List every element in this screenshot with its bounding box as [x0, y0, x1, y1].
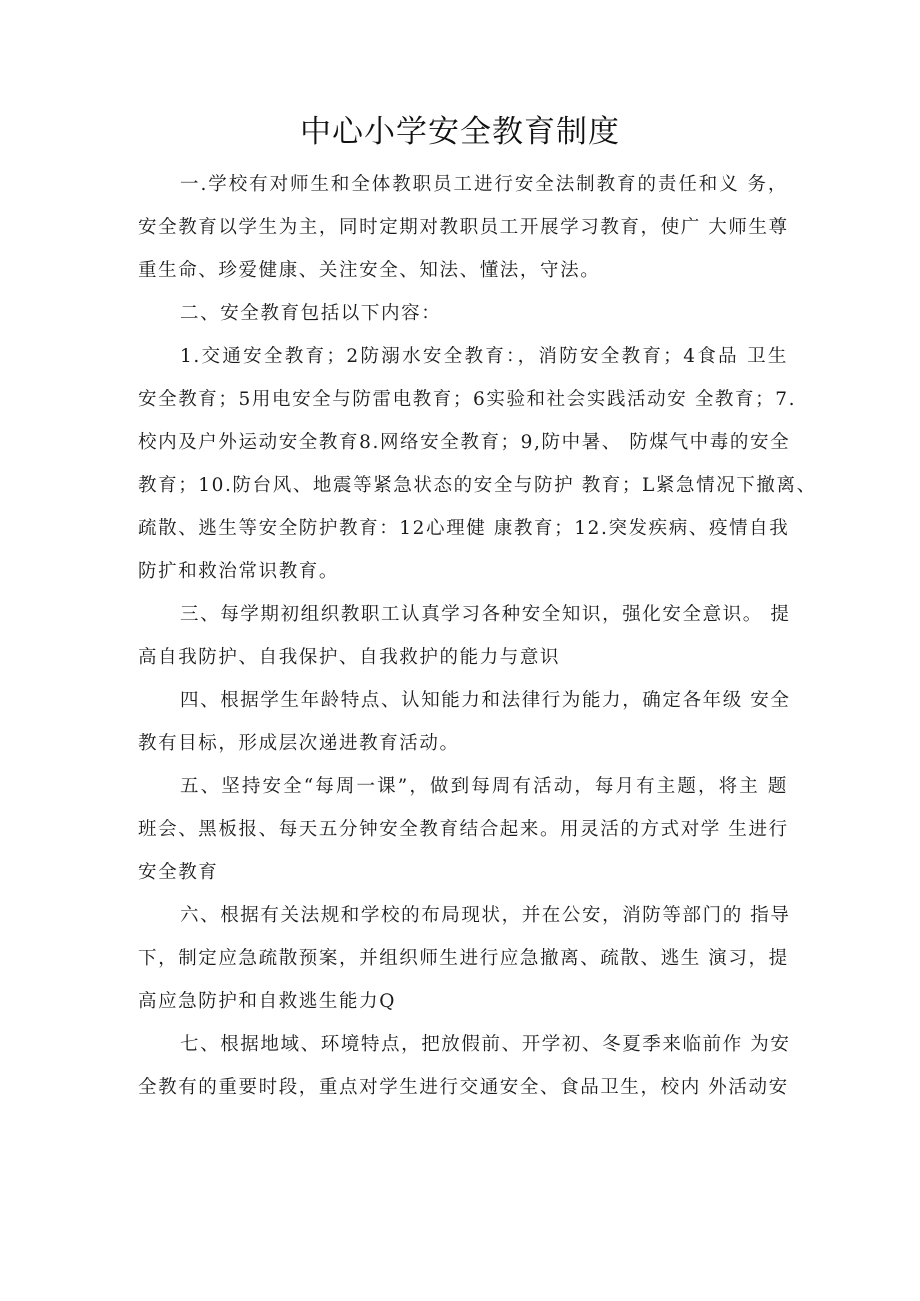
paragraph-line: 1.交通安全教育；2防溺水安全教育：，消防安全教育；4食品 卫生 — [180, 346, 788, 367]
paragraph-line: 六、根据有关法规和学校的布局现状，并在公安，消防等部门的 指导 — [180, 905, 791, 926]
paragraph-line: 教有目标，形成层次递进教育活动。 — [138, 733, 460, 754]
document-title: 中心小学安全教育制度 — [300, 114, 620, 150]
paragraph-line: 七、根据地域、环境特点，把放假前、开学初、冬夏季来临前作 为安 — [180, 1034, 791, 1055]
paragraph-line: 疏散、逃生等安全防护教育：12心理健 康教育；12.突发疾病、疫情自我 — [138, 518, 790, 539]
paragraph-line: 四、根据学生年龄特点、认知能力和法律行为能力，确定各年级 安全 — [180, 690, 791, 711]
paragraph-line: 高应急防护和自救逃生能力Q — [138, 991, 396, 1012]
paragraph-line: 班会、黑板报、每天五分钟安全教育结合起来。用灵活的方式对学 生进行 — [138, 819, 789, 840]
paragraph-line: 安全教育 — [138, 862, 219, 883]
paragraph-line: 二、安全教育包括以下内容： — [180, 303, 442, 324]
paragraph-line: 一.学校有对师生和全体教职员工进行安全法制教育的责任和义 务， — [180, 174, 788, 195]
paragraph-line: 高自我防护、自我保护、自我救护的能力与意识 — [138, 647, 561, 668]
paragraph-line: 下，制定应急疏散预案，并组织师生进行应急撤离、疏散、逃生 演习，提 — [138, 948, 789, 969]
paragraph-line: 全教有的重要时段，重点对学生进行交通安全、食品卫生，校内 外活动安 — [138, 1077, 789, 1098]
paragraph-line: 安全教育以学生为主，同时定期对教职员工开展学习教育，使广 大师生尊 — [138, 217, 789, 238]
paragraph-line: 安全教育；5用电安全与防雷电教育；6实验和社会实践活动安 全教育；7. — [138, 389, 797, 410]
paragraph-line: 五、坚持安全“每周一课”，做到每周有活动，每月有主题，将主 题 — [180, 776, 788, 797]
paragraph-line: 防扩和救治常识教育。 — [138, 561, 340, 582]
paragraph-line: 重生命、珍爱健康、关注安全、知法、懂法，守法。 — [138, 260, 601, 281]
paragraph-line: 教育；10.防台风、地震等紧急状态的安全与防护 教育；L紧急情况下撤离、 — [138, 475, 817, 496]
paragraph-line: 三、每学期初组织教职工认真学习各种安全知识，强化安全意识。 提 — [180, 604, 791, 625]
paragraph-line: 校内及户外运动安全教育8.网络安全教育；9,防中暑、 防煤气中毒的安全 — [138, 432, 791, 453]
